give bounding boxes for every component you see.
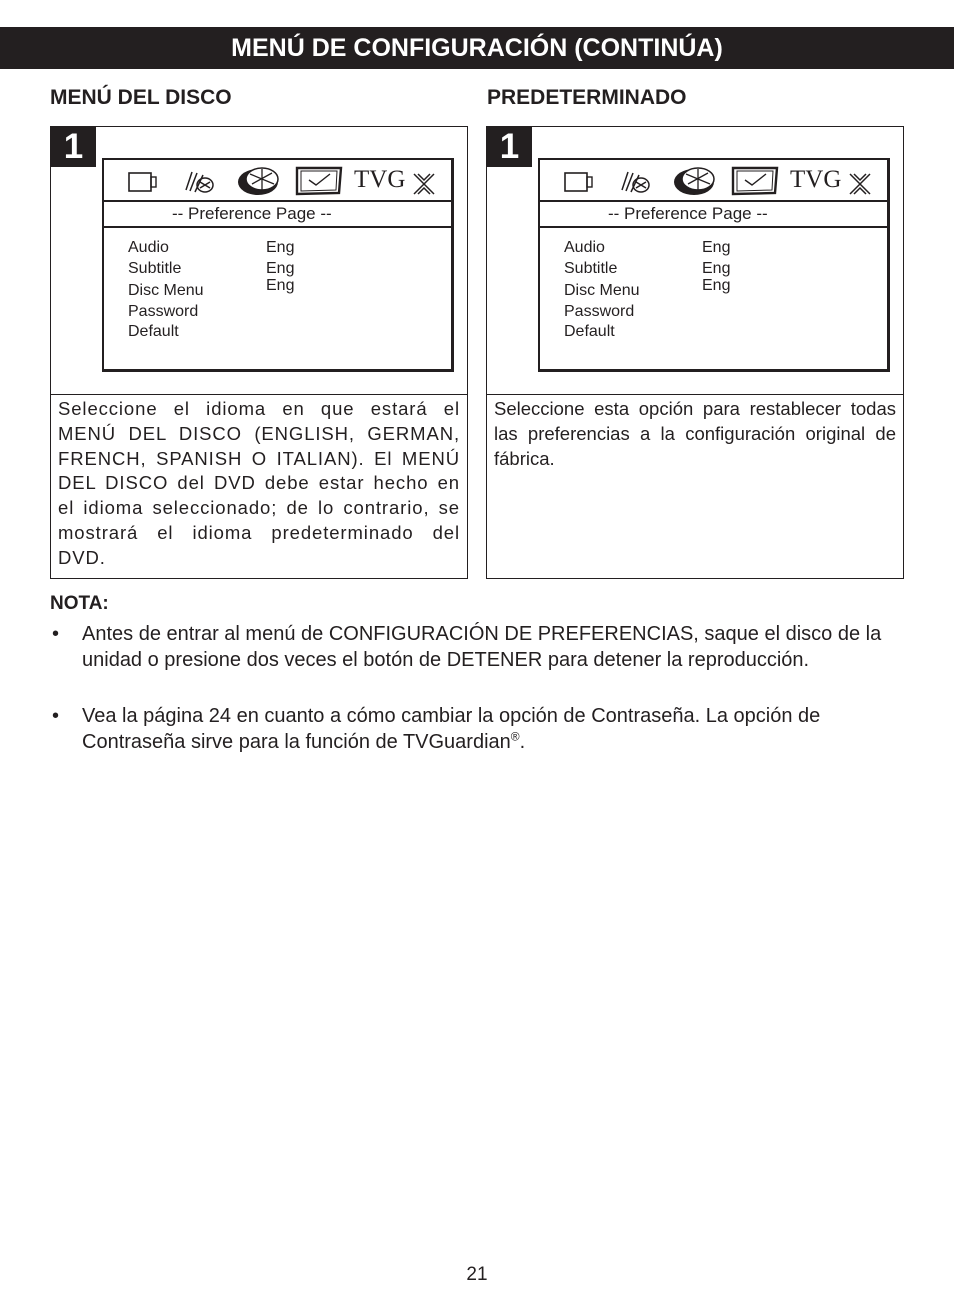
page-title: MENÚ DE CONFIGURACIÓN (CONTINÚA)	[0, 27, 954, 69]
bullet-icon: •	[52, 623, 60, 645]
note-end-period: .	[519, 731, 526, 753]
step-number: 1	[487, 127, 532, 167]
section-heading-default: PREDETERMINADO	[487, 86, 687, 109]
exit-icon	[414, 174, 434, 194]
menu-value-subtitle: Eng	[266, 260, 295, 277]
default-description: Seleccione esta opción para restablecer todas las preferencias a la configuración original de fábrica.	[494, 398, 896, 469]
note-label: NOTA:	[50, 593, 109, 614]
menu-value-disc-menu: Eng	[702, 277, 731, 294]
osd-icon-row	[540, 160, 887, 202]
menu-option-password: Password	[128, 303, 199, 320]
speaker-icon	[622, 172, 649, 192]
preference-page-title: -- Preference Page --	[104, 202, 451, 228]
menu-value-audio: Eng	[266, 239, 295, 256]
osd-screen	[102, 158, 454, 372]
menu-option-audio: Audio	[128, 239, 169, 256]
menu-option-disc-menu: Disc Menu	[564, 282, 640, 299]
default-panel	[486, 126, 904, 579]
menu-option-disc-menu: Disc Menu	[128, 282, 204, 299]
disc-menu-panel	[50, 126, 468, 579]
step-number: 1	[51, 127, 96, 167]
preference-page-title: -- Preference Page --	[540, 202, 887, 228]
tvg-label: TVG	[790, 166, 842, 193]
screen-icon	[565, 173, 592, 191]
registered-mark: ®	[510, 729, 520, 744]
menu-option-subtitle: Subtitle	[128, 260, 182, 277]
osd-icon-row	[104, 160, 451, 202]
disc-menu-description: Seleccione el idioma en que estará el MENÚ DEL DISCO (ENGLISH, GERMAN, FRENCH, SPANISH O ITALIAN). El MENÚ DEL DISCO del DVD debe estar hecho en el idioma seleccionado; de lo contrario, se mostrará el idioma predeterminado del DVD.	[58, 398, 460, 568]
page-number: 21	[466, 1264, 488, 1285]
menu-option-subtitle: Subtitle	[564, 260, 618, 277]
disc-icon	[674, 168, 714, 195]
menu-value-subtitle: Eng	[702, 260, 731, 277]
exit-icon	[850, 174, 870, 194]
menu-option-default: Default	[128, 323, 179, 340]
note-item-text: Antes de entrar al menú de CONFIGURACIÓN DE PREFERENCIAS, saque el disco de la unidad o presione dos veces el botón de DETENER para detener la reproducción.	[82, 623, 882, 671]
note-item	[50, 621, 910, 673]
menu-option-audio: Audio	[564, 239, 605, 256]
panel-divider	[487, 394, 903, 395]
tvg-label: TVG	[354, 166, 406, 193]
menu-value-audio: Eng	[702, 239, 731, 256]
note-item-text: Vea la página 24 en cuanto a cómo cambiar la opción de Contraseña. La opción de Contraseña sirve para la función de TVGuardian	[82, 705, 821, 753]
section-heading-disc-menu: MENÚ DEL DISCO	[50, 86, 232, 109]
menu-option-default: Default	[564, 323, 615, 340]
preference-checkbox-icon	[297, 168, 341, 194]
note-item	[50, 703, 910, 755]
menu-value-disc-menu: Eng	[266, 277, 295, 294]
speaker-icon	[186, 172, 213, 192]
preference-checkbox-icon	[733, 168, 777, 194]
disc-icon	[238, 168, 278, 195]
osd-screen	[538, 158, 890, 372]
bullet-icon: •	[52, 705, 60, 727]
menu-option-password: Password	[564, 303, 635, 320]
screen-icon	[129, 173, 156, 191]
panel-divider	[51, 394, 467, 395]
